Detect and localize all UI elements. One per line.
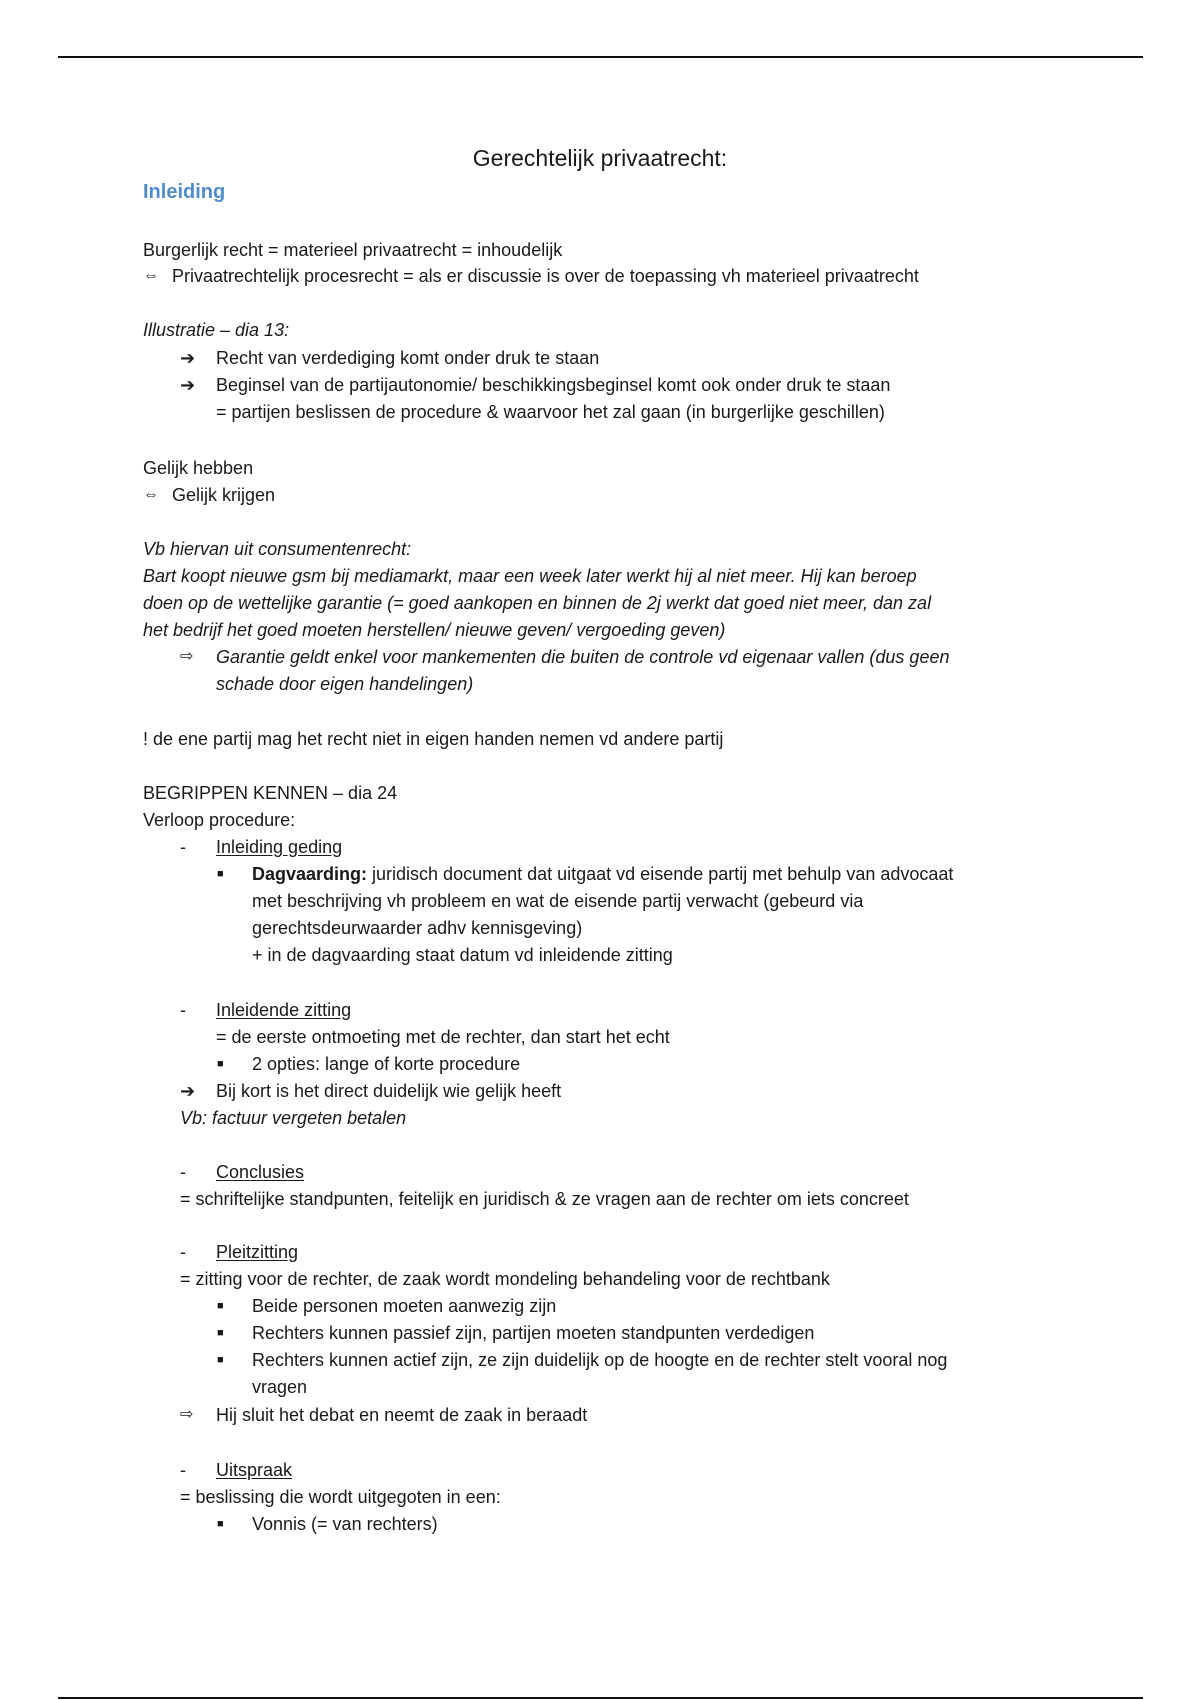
text-line: Bij kort is het direct duidelijk wie gelijk heeft: [216, 1081, 562, 1101]
text-line: [252, 862, 953, 886]
hollow-arrow-icon: ⇨: [180, 1406, 194, 1423]
arrow-bullet-icon: ➔: [180, 1081, 196, 1101]
term-dagvaarding: Dagvaarding:: [252, 864, 368, 884]
text-line: Bart koopt nieuwe gsm bij mediamarkt, maar een week later werkt hij al niet meer. Hij kan beroep: [143, 566, 917, 586]
text-line: Pleitzitting: [216, 1242, 299, 1262]
text-line: Beide personen moeten aanwezig zijn: [252, 1296, 557, 1316]
text-line: BEGRIPPEN KENNEN – dia 24: [143, 783, 398, 803]
text-line: = zitting voor de rechter, de zaak wordt mondeling behandeling voor de rechtbank: [180, 1269, 830, 1289]
dash-bullet: -: [180, 1460, 186, 1480]
dash-bullet: -: [180, 1242, 186, 1262]
text-line: = beslissing die wordt uitgegoten in een:: [180, 1487, 501, 1507]
text-line: vragen: [252, 1377, 308, 1397]
text-line: + in de dagvaarding staat datum vd inleidende zitting: [252, 945, 673, 965]
text-line: Vonnis (= van rechters): [252, 1514, 438, 1534]
text-line: Burgerlijk recht = materieel privaatrecht = inhoudelijk: [143, 240, 563, 260]
text-line: Verloop procedure:: [143, 810, 296, 830]
text-line: Beginsel van de partijautonomie/ beschikkingsbeginsel komt ook onder druk te staan: [216, 375, 891, 395]
dash-bullet: -: [180, 1000, 186, 1020]
dash-bullet: -: [180, 1162, 186, 1182]
page-title: Gerechtelijk privaatrecht:: [472, 145, 728, 171]
text-line: doen op de wettelijke garantie (= goed aankopen en binnen de 2j werkt dat goed niet meer, dan zal: [143, 593, 932, 613]
text-line: Illustratie – dia 13:: [143, 320, 290, 340]
square-bullet: ■: [217, 1518, 224, 1530]
text-line: Rechters kunnen actief zijn, ze zijn duidelijk op de hoogte en de rechter stelt vooral nog: [252, 1350, 948, 1370]
text-line: Vb hiervan uit consumentenrecht:: [143, 539, 412, 559]
text-line: Vb: factuur vergeten betalen: [180, 1108, 407, 1128]
text-line: ! de ene partij mag het recht niet in eigen handen nemen vd andere partij: [143, 729, 724, 749]
text-line: Inleidende zitting: [216, 1000, 352, 1020]
text-line: Hij sluit het debat en neemt de zaak in beraadt: [216, 1405, 588, 1425]
square-bullet: ■: [217, 1300, 224, 1312]
text-line: Uitspraak: [216, 1460, 293, 1480]
text-line: schade door eigen handelingen): [216, 674, 474, 694]
text-line: Privaatrechtelijk procesrecht = als er discussie is over de toepassing vh materieel privaatrecht: [172, 266, 919, 286]
header-rule: [58, 56, 1143, 58]
text-line: = de eerste ontmoeting met de rechter, dan start het echt: [216, 1027, 670, 1047]
text-line: het bedrijf het goed moeten herstellen/ nieuwe geven/ vergoeding geven): [143, 620, 726, 640]
text-line: met beschrijving vh probleem en wat de eisende partij verwacht (gebeurd via: [252, 891, 864, 911]
text-line: 2 opties: lange of korte procedure: [252, 1054, 521, 1074]
section-heading: Inleiding: [143, 181, 226, 203]
text-line: Recht van verdediging komt onder druk te staan: [216, 348, 600, 368]
text-line: Gelijk krijgen: [172, 485, 276, 505]
text-line: gerechtsdeurwaarder adhv kennisgeving): [252, 918, 583, 938]
square-bullet: ■: [217, 868, 224, 880]
arrow-bullet-icon: ➔: [180, 375, 196, 395]
square-bullet: ■: [217, 1327, 224, 1339]
dash-bullet: -: [180, 837, 186, 857]
term-definition: juridisch document dat uitgaat vd eisende partij met behulp van advocaat: [367, 864, 954, 884]
footer-rule: [58, 1697, 1143, 1699]
hollow-arrow-icon: ⇨: [180, 648, 194, 665]
arrow-bullet-icon: ➔: [180, 348, 196, 368]
text-line: = schriftelijke standpunten, feitelijk en juridisch & ze vragen aan de rechter om iets concreet: [180, 1189, 909, 1209]
square-bullet: ■: [217, 1354, 224, 1366]
double-arrow-icon: ⇔: [143, 486, 159, 503]
text-line: Conclusies: [216, 1162, 305, 1182]
double-arrow-icon: ⇔: [143, 267, 159, 284]
text-line: = partijen beslissen de procedure & waarvoor het zal gaan (in burgerlijke geschillen): [216, 402, 885, 422]
text-line: Inleiding geding: [216, 837, 343, 857]
text-line: Gelijk hebben: [143, 458, 254, 478]
square-bullet: ■: [217, 1058, 224, 1070]
text-line: Rechters kunnen passief zijn, partijen moeten standpunten verdedigen: [252, 1323, 815, 1343]
text-line: Garantie geldt enkel voor mankementen die buiten de controle vd eigenaar vallen (dus geen: [216, 647, 950, 667]
